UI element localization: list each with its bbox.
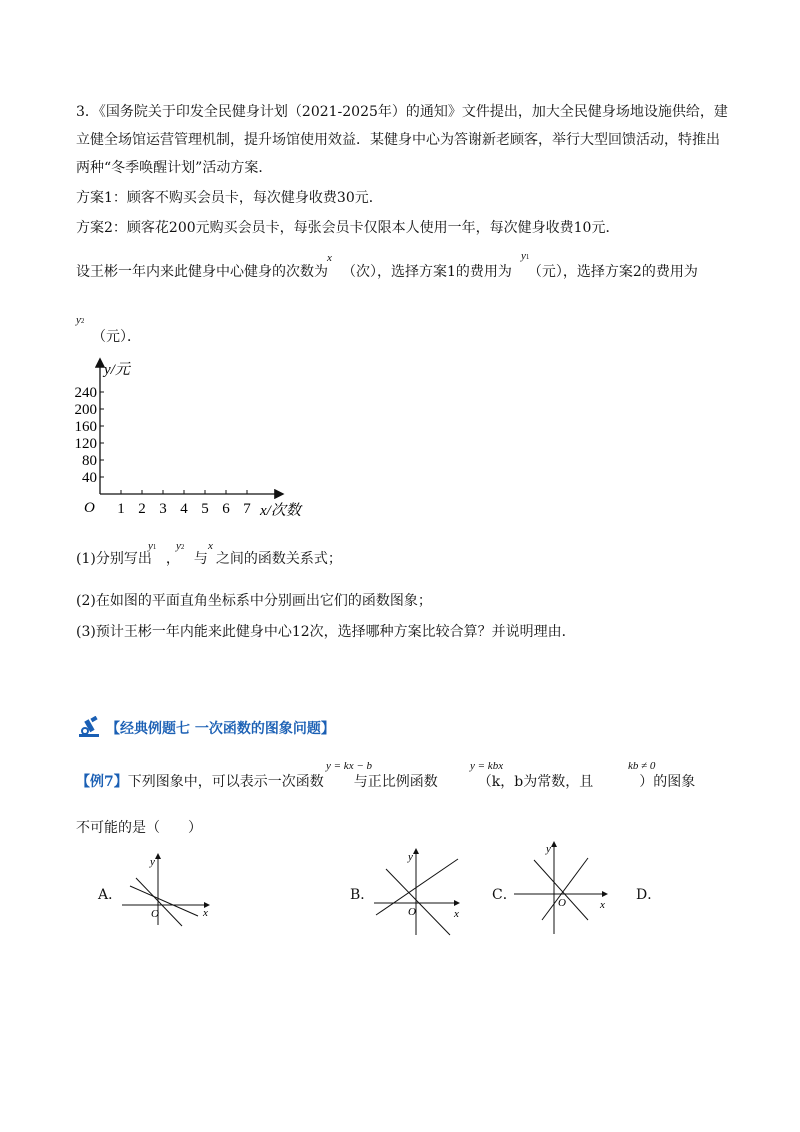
svg-text:y: y	[150, 856, 155, 868]
x-tick-label: 4	[180, 501, 188, 517]
setup-line	[76, 261, 698, 281]
y-tick-label: 200	[74, 402, 97, 418]
svg-text:O: O	[408, 906, 416, 918]
q1-var-y2: y2	[176, 540, 185, 552]
option-c-label[interactable]: C．	[492, 887, 517, 903]
q1-var-y1: y1	[148, 540, 157, 552]
x-tick-label: 5	[201, 501, 209, 517]
svg-text:y: y	[546, 843, 551, 855]
y-tick-label: 120	[74, 436, 97, 452]
option-d-label[interactable]: D．	[636, 887, 662, 903]
x-tick-label: 3	[159, 501, 167, 517]
question2: (2)在如图的平面直角坐标系中分别画出它们的函数图象；	[76, 593, 432, 609]
formula-linear: y = kx − b	[326, 760, 372, 772]
option-b-label[interactable]: B．	[350, 887, 375, 903]
option-b-graph[interactable]	[368, 845, 468, 937]
svg-text:x: x	[454, 908, 459, 920]
setup-line2	[76, 326, 141, 346]
coordinate-grid	[60, 350, 320, 525]
x-tick-label: 7	[243, 501, 251, 517]
origin-label: O	[84, 500, 95, 516]
problem3-line2: 立健全场馆运营管理机制，提升场馆使用效益．某健身中心为答谢新老顾客，举行大型回馈活动，特推出	[76, 132, 720, 148]
example7-line2: 不可能的是（ ）	[76, 820, 202, 836]
y-tick-label: 80	[82, 453, 97, 469]
svg-text:O: O	[558, 897, 566, 909]
y-tick-label: 160	[74, 419, 97, 435]
q1-var-x: x	[208, 540, 213, 552]
option-a-graph[interactable]	[118, 850, 218, 930]
option-c-graph[interactable]	[512, 838, 612, 938]
microscope-icon	[76, 716, 104, 740]
section-title: 【经典例题七 一次函数的图象问题】	[76, 716, 335, 740]
svg-text:y: y	[408, 851, 413, 863]
x-axis-label: x/次数	[260, 503, 301, 519]
x-tick-label: 6	[222, 501, 230, 517]
var-y1: y1	[521, 250, 530, 262]
formula-proportional: y = kbx	[470, 760, 504, 772]
setup-text-b: （次），选择方案1的费用为	[342, 264, 512, 280]
y-axis-label: y/元	[104, 362, 130, 378]
y-tick-label: 240	[74, 385, 97, 401]
problem3-line1: 3．《国务院关于印发全民健身计划（2021-2025年）的通知》文件提出，加大全民健身场地设施供给，建	[76, 104, 728, 120]
setup-text-a: 设王彬一年内来此健身中心健身的次数为	[76, 264, 328, 280]
plan1-text: 方案1：顾客不购买会员卡，每次健身收费30元．	[76, 190, 383, 206]
example7-line1: 【例7】下列图象中，可以表示一次函数 与正比例函数 （k，b为常数，且 ）的图象	[76, 774, 696, 790]
question1: (1)分别写出 ， 与 之间的函数关系式；	[76, 551, 342, 567]
svg-text:x: x	[203, 907, 208, 919]
problem3-line3: 两种“冬季唤醒计划”活动方案．	[76, 160, 273, 176]
var-x: x	[327, 252, 332, 264]
plan2-text: 方案2：顾客花200元购买会员卡，每张会员卡仅限本人使用一年，每次健身收费10元．	[76, 220, 620, 236]
y-tick-label: 40	[82, 470, 97, 486]
var-y2: y2	[76, 314, 85, 326]
svg-text:x: x	[600, 899, 605, 911]
setup-text-d: （元）．	[92, 329, 141, 345]
x-tick-label: 2	[138, 501, 146, 517]
x-tick-label: 1	[117, 501, 125, 517]
setup-text-c: （元），选择方案2的费用为	[527, 264, 698, 280]
question3: (3)预计王彬一年内能来此健身中心12次，选择哪种方案比较合算？并说明理由．	[76, 624, 576, 640]
example-tag: 【例7】	[76, 774, 128, 790]
option-a-label[interactable]: A．	[98, 887, 123, 903]
formula-condition: kb ≠ 0	[628, 760, 656, 772]
svg-text:O: O	[151, 908, 159, 920]
